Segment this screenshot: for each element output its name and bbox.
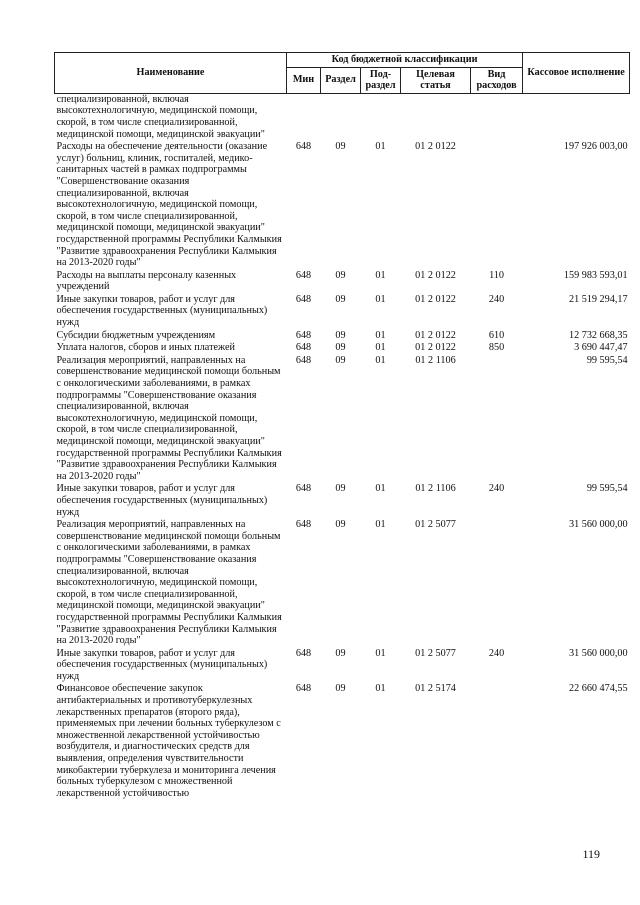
cell-vid (471, 682, 523, 799)
cell-vid: 240 (488, 483, 505, 495)
table-row (55, 140, 630, 269)
cell-sum: 31 560 000,00 (568, 519, 628, 531)
cell-tselevaya: 01 2 5077 (415, 647, 456, 659)
table-row (55, 647, 630, 683)
cell-tselevaya: 01 2 0122 (415, 141, 456, 153)
cell-name: Уплата налогов, сборов и иных платежей (56, 342, 235, 354)
cell-podrazdel: 01 (375, 519, 386, 531)
cell-min: 648 (295, 354, 312, 366)
cell-vid: 240 (488, 647, 505, 659)
table-row (55, 329, 630, 342)
cell-sum (523, 93, 630, 140)
cell-razdel: 09 (335, 141, 346, 153)
header-razdel: Раздел (321, 67, 361, 93)
cell-razdel: 09 (335, 269, 346, 281)
budget-table (54, 52, 630, 799)
cell-sum: 99 595,54 (586, 354, 628, 366)
table-header (55, 53, 630, 94)
header-classification-group: Код бюджетной классификации (287, 53, 523, 68)
cell-tselevaya: 01 2 1106 (415, 354, 456, 366)
cell-razdel: 09 (335, 519, 346, 531)
cell-min: 648 (295, 683, 312, 695)
cell-name: Расходы на обеспечение деятельности (оказание услуг) больниц, клиник, госпиталей, медико-санитарных частей в рамках подпрограммы "Совершенствование оказания специализированной, включая высокотехнологичную, медицинской помощи, скорой, в том числе специализированной, медицинской помощи, медицинской эвакуации" государственной программы Республики Калмыкия "Развитие здравоохранения Республики Калмыкия на 2013-2020 годы" (56, 141, 282, 269)
cell-sum: 21 519 294,17 (568, 293, 628, 305)
cell-sum: 12 732 668,35 (568, 329, 628, 341)
cell-podrazdel: 01 (375, 329, 386, 341)
table-row (55, 341, 630, 354)
header-tselevaya: Целевая статья (401, 67, 471, 93)
table-row (55, 293, 630, 329)
cell-podrazdel: 01 (375, 141, 386, 153)
cell-tselevaya: 01 2 5174 (415, 683, 456, 695)
table-body (55, 93, 630, 799)
cell-vid (471, 140, 523, 269)
table-row (55, 93, 630, 140)
cell-name: Иные закупки товаров, работ и услуг для обеспечения государственных (муниципальных) нужд (56, 647, 268, 682)
cell-name: Иные закупки товаров, работ и услуг для обеспечения государственных (муниципальных) нужд (56, 293, 268, 329)
cell-name: Расходы на выплаты персоналу казенных учреждений (56, 269, 237, 293)
cell-min: 648 (295, 141, 312, 153)
cell-tselevaya: 01 2 5077 (415, 519, 456, 531)
cell-podrazdel: 01 (375, 293, 386, 305)
cell-razdel: 09 (335, 342, 346, 354)
table-row (55, 269, 630, 293)
cell-name: Иные закупки товаров, работ и услуг для обеспечения государственных (муниципальных) нужд (56, 483, 268, 518)
cell-sum: 197 926 003,00 (563, 141, 628, 153)
table-row (55, 354, 630, 483)
header-cash-execution: Кассовое исполнение (523, 53, 630, 94)
cell-vid: 610 (488, 329, 505, 341)
cell-razdel: 09 (335, 293, 346, 305)
table-row (55, 518, 630, 647)
cell-tselevaya: 01 2 0122 (415, 329, 456, 341)
cell-sum: 31 560 000,00 (568, 647, 628, 659)
cell-sum: 159 983 593,01 (563, 269, 628, 281)
cell-min: 648 (295, 342, 312, 354)
cell-sum: 22 660 474,55 (568, 683, 628, 695)
cell-name: Реализация мероприятий, направленных на совершенствование медицинской помощи больным с онкологическими заболеваниями, в рамках подпрограммы "Совершенствование оказания специализированной, включая высокотехнологичную, медицинской помощи, скорой, в том числе специализированной, медицинской помощи, медицинской эвакуации" государственной программы Республики Калмыкия "Развитие здравоохранения Республики Калмыкия на 2013-2020 годы" (56, 354, 282, 482)
cell-sum: 3 690 447,47 (574, 342, 628, 354)
cell-min: 648 (295, 269, 312, 281)
cell-podrazdel: 01 (375, 354, 386, 366)
header-podrazdel: Под-раздел (361, 67, 401, 93)
cell-podrazdel: 01 (375, 683, 386, 695)
cell-min: 648 (295, 329, 312, 341)
cell-min: 648 (295, 647, 312, 659)
cell-podrazdel (361, 93, 401, 140)
cell-vid (471, 518, 523, 647)
cell-vid: 240 (488, 293, 505, 305)
cell-tselevaya: 01 2 1106 (415, 483, 456, 495)
cell-podrazdel: 01 (375, 269, 386, 281)
cell-vid (471, 93, 523, 140)
cell-tselevaya: 01 2 0122 (415, 293, 456, 305)
cell-tselevaya: 01 2 0122 (415, 269, 456, 281)
cell-name: специализированной, включая высокотехнологичную, медицинской помощи, скорой, в том числе специализированной, медицинской помощи, медицинской эвакуации" (56, 93, 265, 140)
cell-name: Реализация мероприятий, направленных на совершенствование медицинской помощи больным с онкологическими заболеваниями, в рамках подпрограммы "Совершенствование оказания специализированной, включая высокотехнологичную, медицинской помощи, скорой, в том числе специализированной, медицинской помощи, медицинской эвакуации" государственной программы Республики Калмыкия "Развитие здравоохранения Республики Калмыкия на 2013-2020 годы" (56, 519, 282, 647)
cell-razdel: 09 (335, 354, 346, 366)
cell-name: Финансовое обеспечение закупок антибактериальных и противотуберкулезных лекарственных препаратов (второго ряда), применяемых при лечении больных туберкулезом с множественной лекарственной устойчивостью возбудителя, и диагностических средств для выявления, определения чувствительности микобактерии туберкулеза и мониторинга лечения больных туберкулезом с множественной лекарственной устойчивостью (56, 683, 281, 799)
cell-vid: 850 (488, 342, 505, 354)
table-row (55, 682, 630, 799)
cell-razdel: 09 (335, 647, 346, 659)
cell-vid: 110 (489, 269, 504, 281)
cell-razdel: 09 (335, 483, 346, 495)
cell-tselevaya (401, 93, 471, 140)
cell-vid (471, 354, 523, 483)
cell-min (287, 93, 321, 140)
cell-razdel: 09 (335, 683, 346, 695)
cell-podrazdel: 01 (375, 647, 386, 659)
page-number: 119 (582, 847, 600, 861)
budget-document (54, 52, 629, 799)
cell-razdel: 09 (335, 329, 346, 341)
cell-podrazdel: 01 (375, 483, 386, 495)
cell-sum: 99 595,54 (586, 483, 628, 495)
header-min: Мин (287, 67, 321, 93)
cell-razdel (321, 93, 361, 140)
header-vid: Вид расходов (471, 67, 523, 93)
cell-min: 648 (295, 483, 312, 495)
cell-name: Субсидии бюджетным учреждениям (56, 329, 216, 341)
table-row (55, 482, 630, 518)
header-name: Наименование (55, 53, 287, 94)
cell-min: 648 (295, 293, 312, 305)
cell-podrazdel: 01 (375, 342, 386, 354)
cell-tselevaya: 01 2 0122 (415, 342, 456, 354)
cell-min: 648 (295, 519, 312, 531)
